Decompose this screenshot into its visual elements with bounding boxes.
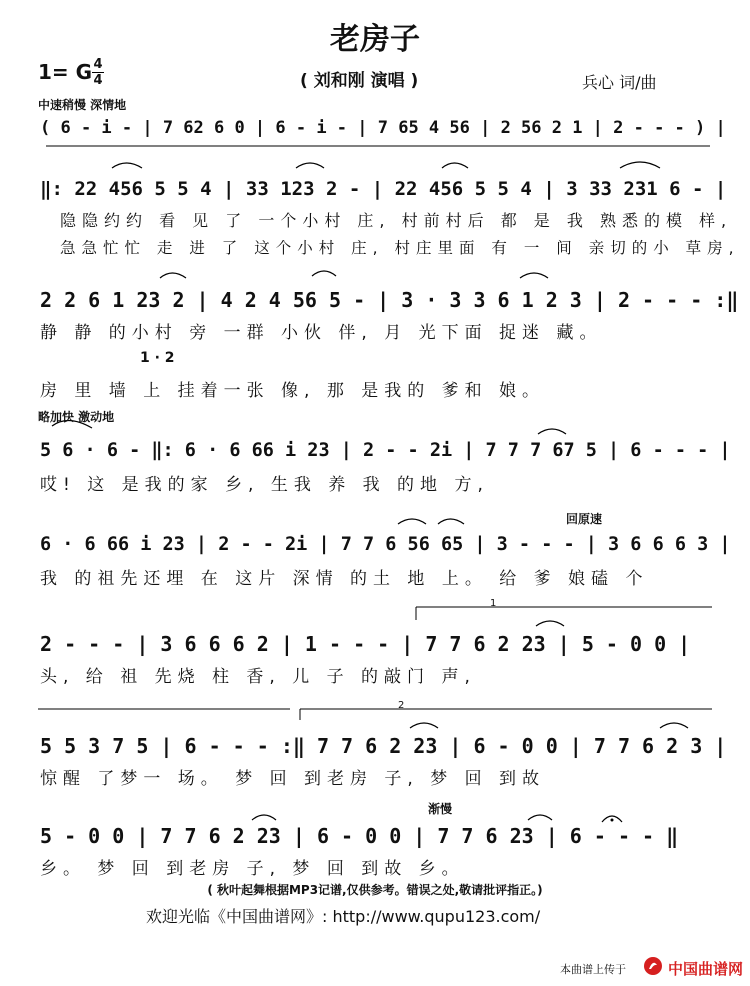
system-notes: 5 5 3 7 5 | 6 - - - :‖ 7 7 6 2 23 | 6 - 0 0 | 7 7 6 2 3 | — [40, 734, 727, 758]
performer: ( 刘和刚 演唱 ) — [300, 71, 419, 91]
system-notes: 5 - 0 0 | 7 7 6 2 23 | 6 - 0 0 | 7 7 6 23 | 6 - - - ‖ — [40, 824, 679, 848]
lyric-line: 急急忙忙 走 进 了 这个小村 庄, 村庄里面 有 一 间 亲切的小 草房, — [60, 239, 740, 257]
upload-label: 本曲谱上传于 — [560, 963, 626, 976]
slur — [438, 519, 464, 524]
system-notes: 5 6 · 6 - ‖: 6 · 6 66 i 23 | 2 - - 2i | 7 7 7 67 5 | 6 - - - | — [40, 440, 731, 461]
lyric-line: 头, 给 祖 先烧 柱 香, 儿 子 的敲门 声, — [40, 667, 476, 687]
lyric-line: 乡。 梦 回 到老房 子, 梦 回 到故 乡。 — [40, 859, 465, 879]
slur — [528, 815, 552, 820]
system-notes: ( 6 - i - | 7 62 6 0 | 6 - i - | 7 65 4 56 | 2 56 2 1 | 2 - - - ) | — [40, 118, 726, 138]
system-notes: ‖: 22 456 5 5 4 | 33 123 2 - | 22 456 5 5 4 | 3 33 231 6 - | — [40, 178, 727, 200]
slur — [620, 162, 660, 168]
slur — [252, 815, 276, 820]
welcome-line: 欢迎光临《中国曲谱网》: http://www.qupu123.com/ — [146, 907, 541, 926]
slur — [660, 723, 688, 728]
slur — [398, 519, 426, 524]
lyric-line: 房 里 墙 上 挂着一张 像, 那 是我的 爹和 娘。 — [40, 381, 546, 401]
lyric-line: 静 静 的小村 旁 一群 小伙 伴, 月 光下面 捉迷 藏。 — [40, 323, 603, 343]
time-signature — [92, 58, 104, 87]
volta-first-label: 1 — [490, 598, 497, 609]
time-signature-bottom: 4 — [93, 73, 103, 88]
system-notes: 2 2 6 1 23 2 | 4 2 4 56 5 - | 3 · 3 3 6 1 2 3 | 2 - - - :‖ — [40, 288, 739, 312]
tempo-slowing: 渐慢 — [428, 802, 453, 816]
slur — [112, 163, 142, 168]
slur — [520, 273, 548, 278]
slur — [312, 271, 336, 276]
lyric-line: 我 的祖先还埋 在 这片 深情 的土 地 上。 给 爹 娘磕 个 — [40, 569, 649, 589]
volta-bracket-label: 1 · 2 — [140, 350, 175, 366]
lyric-line: 惊醒 了梦一 场。 梦 回 到老房 子, 梦 回 到故 — [40, 769, 546, 789]
slur — [296, 163, 324, 168]
time-signature-top: 4 — [93, 57, 103, 72]
song-title: 老房子 — [330, 22, 420, 57]
slur — [160, 273, 186, 278]
system-notes: 2 - - - | 3 6 6 6 2 | 1 - - - | 7 7 6 2 23 | 5 - 0 0 | — [40, 632, 691, 656]
volta-second-label: 2 — [398, 700, 405, 711]
author-credit: 兵心 词/曲 — [582, 73, 657, 92]
lyric-line: 哎! 这 是我的家 乡, 生我 养 我 的地 方, — [40, 475, 489, 495]
slur — [442, 163, 468, 168]
tempo-resume: 回原速 — [566, 512, 603, 526]
transcriber-note: ( 秋叶起舞根据MP3记谱,仅供参考。错误之处,敬请批评指正。) — [207, 883, 543, 897]
slur — [536, 621, 564, 626]
site-name: 中国曲谱网 — [668, 960, 744, 978]
site-logo-icon — [643, 956, 663, 976]
slur — [410, 723, 438, 728]
key-signature: 1= G — [38, 60, 93, 84]
slur — [538, 429, 566, 434]
tempo-chorus: 略加快 激动地 — [38, 410, 115, 424]
tempo-intro: 中速稍慢 深情地 — [38, 98, 127, 112]
fermata-dot — [611, 819, 614, 822]
lyric-line: 隐隐约约 看 见 了 一个小村 庄, 村前村后 都 是 我 熟悉的模 样, — [60, 211, 733, 230]
system-notes: 6 · 6 66 i 23 | 2 - - 2i | 7 7 6 56 65 | 3 - - - | 3 6 6 6 3 | — [40, 534, 731, 555]
